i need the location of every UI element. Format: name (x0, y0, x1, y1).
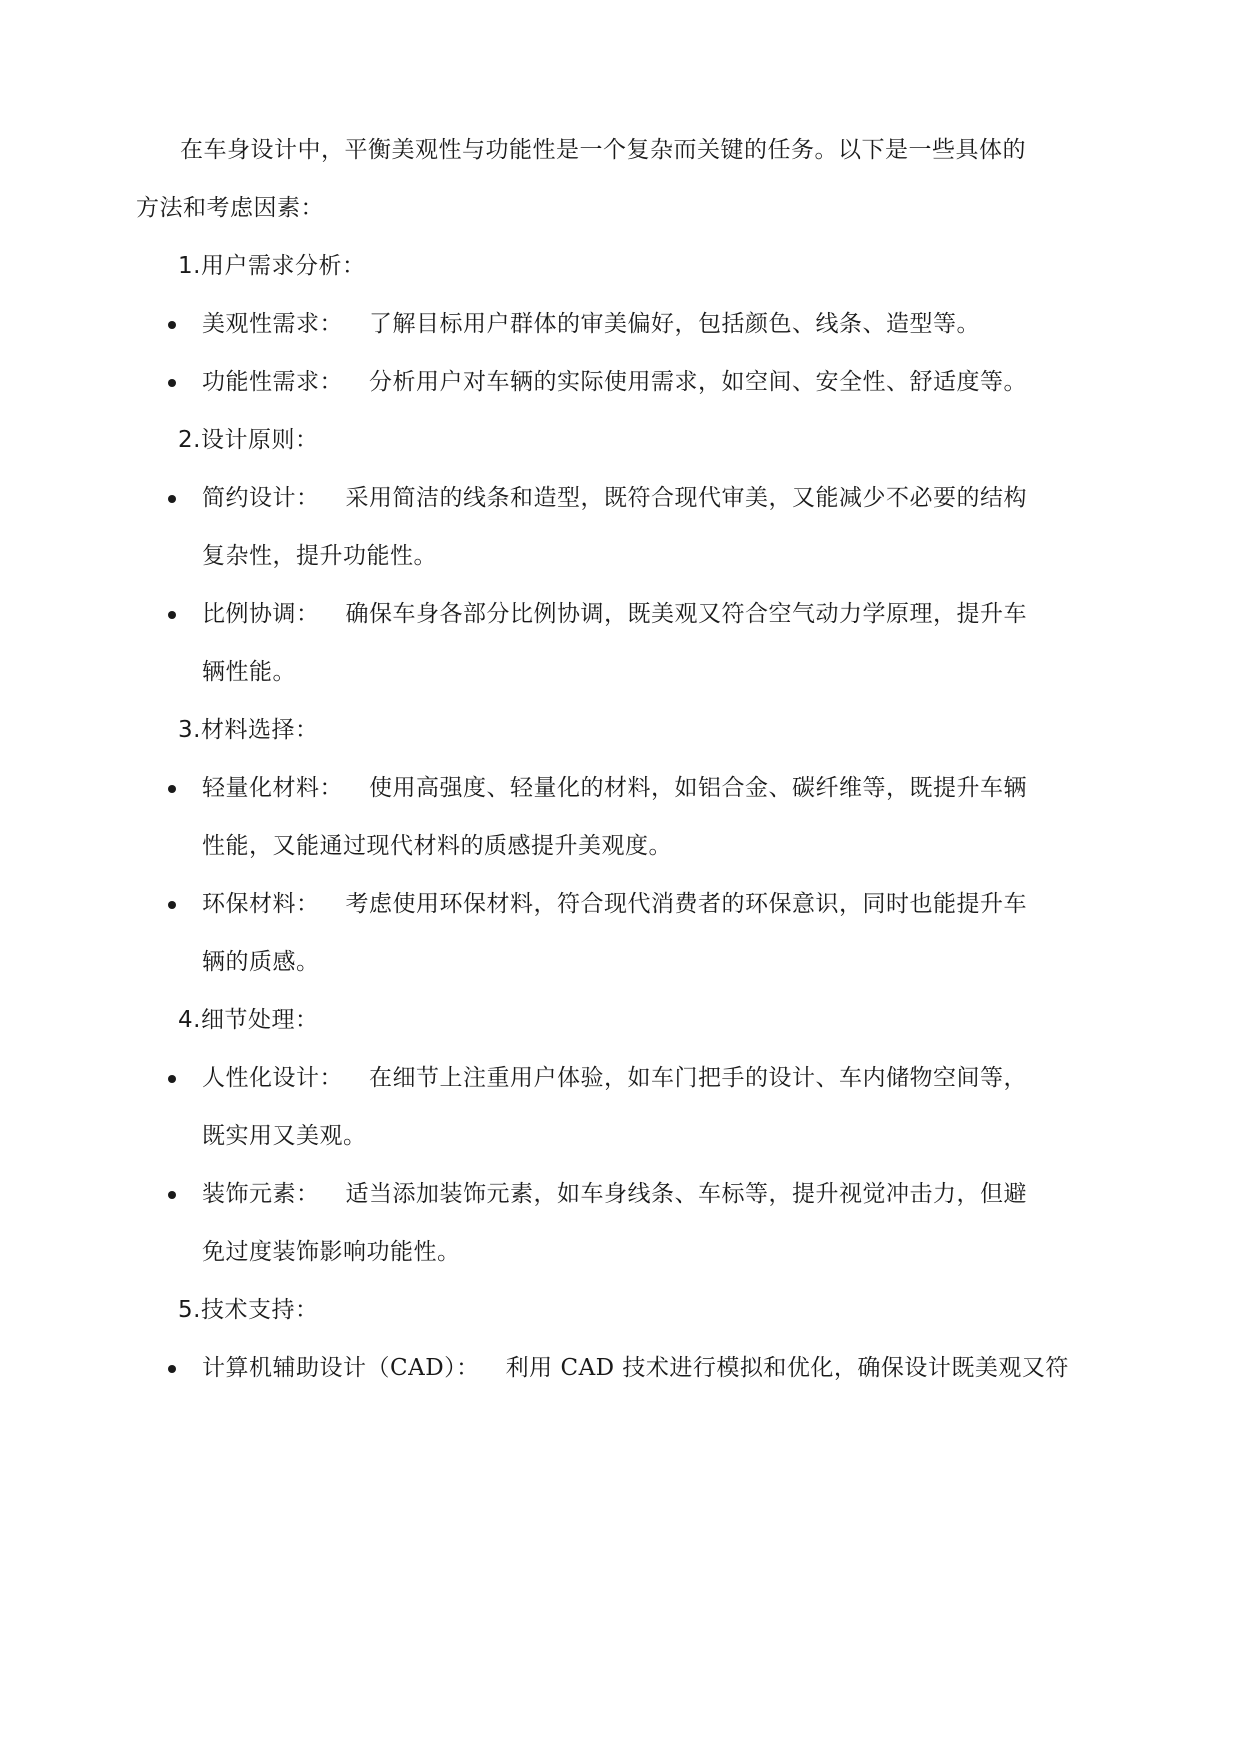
bullet-icon (168, 1365, 176, 1373)
bullet-icon (168, 321, 176, 329)
list-item-text: 利用 CAD 技术进行模拟和优化，确保设计既美观又符 (505, 1355, 1069, 1381)
list-item-term: 环保材料： (202, 891, 320, 917)
list-item-term: 比例协调： (202, 601, 320, 627)
list-item-continuation: 既实用又美观。 (202, 1123, 367, 1149)
intro-line-1: 在车身设计中，平衡美观性与功能性是一个复杂而关键的任务。以下是一些具体的 (180, 137, 1026, 163)
list-item (202, 1352, 1069, 1384)
list-item (202, 772, 1027, 804)
list-item (202, 366, 1027, 398)
list-item-continuation: 辆性能。 (202, 659, 296, 685)
list-item-continuation: 性能，又能通过现代材料的质感提升美观度。 (202, 833, 672, 859)
list-item-term: 功能性需求： (202, 369, 343, 395)
list-item-text: 在细节上注重用户体验，如车门把手的设计、车内储物空间等， (369, 1065, 1027, 1091)
bullet-icon (168, 901, 176, 909)
list-item-term: 轻量化材料： (202, 775, 343, 801)
list-item-term: 简约设计： (202, 485, 320, 511)
list-item-text: 考虑使用环保材料，符合现代消费者的环保意识，同时也能提升车 (345, 891, 1027, 917)
list-item-text: 确保车身各部分比例协调，既美观又符合空气动力学原理，提升车 (345, 601, 1027, 627)
list-item (202, 1062, 1027, 1094)
list-item-term: 装饰元素： (202, 1181, 320, 1207)
section-heading: 4.细节处理： (178, 1007, 319, 1033)
section-heading: 3.材料选择： (178, 717, 319, 743)
section-heading: 2.设计原则： (178, 427, 319, 453)
list-item (202, 598, 1027, 630)
section-heading: 5.技术支持： (178, 1297, 319, 1323)
list-item (202, 1178, 1027, 1210)
bullet-icon (168, 379, 176, 387)
list-item-text: 适当添加装饰元素，如车身线条、车标等，提升视觉冲击力，但避 (345, 1181, 1027, 1207)
list-item (202, 308, 980, 340)
intro-line-2: 方法和考虑因素： (136, 195, 324, 221)
bullet-icon (168, 785, 176, 793)
section-heading: 1.用户需求分析： (178, 253, 366, 279)
bullet-icon (168, 1191, 176, 1199)
list-item-term: 人性化设计： (202, 1065, 343, 1091)
bullet-icon (168, 1075, 176, 1083)
list-item-continuation: 复杂性，提升功能性。 (202, 543, 437, 569)
list-item-text: 分析用户对车辆的实际使用需求，如空间、安全性、舒适度等。 (369, 369, 1027, 395)
list-item-text: 使用高强度、轻量化的材料，如铝合金、碳纤维等，既提升车辆 (369, 775, 1027, 801)
list-item-text: 采用简洁的线条和造型，既符合现代审美，又能减少不必要的结构 (345, 485, 1027, 511)
bullet-icon (168, 495, 176, 503)
list-item (202, 888, 1027, 920)
list-item (202, 482, 1027, 514)
list-item-text: 了解目标用户群体的审美偏好，包括颜色、线条、造型等。 (369, 311, 980, 337)
list-item-continuation: 辆的质感。 (202, 949, 320, 975)
list-item-term: 计算机辅助设计（CAD）： (202, 1355, 480, 1381)
list-item-term: 美观性需求： (202, 311, 343, 337)
bullet-icon (168, 611, 176, 619)
list-item-continuation: 免过度装饰影响功能性。 (202, 1239, 461, 1265)
